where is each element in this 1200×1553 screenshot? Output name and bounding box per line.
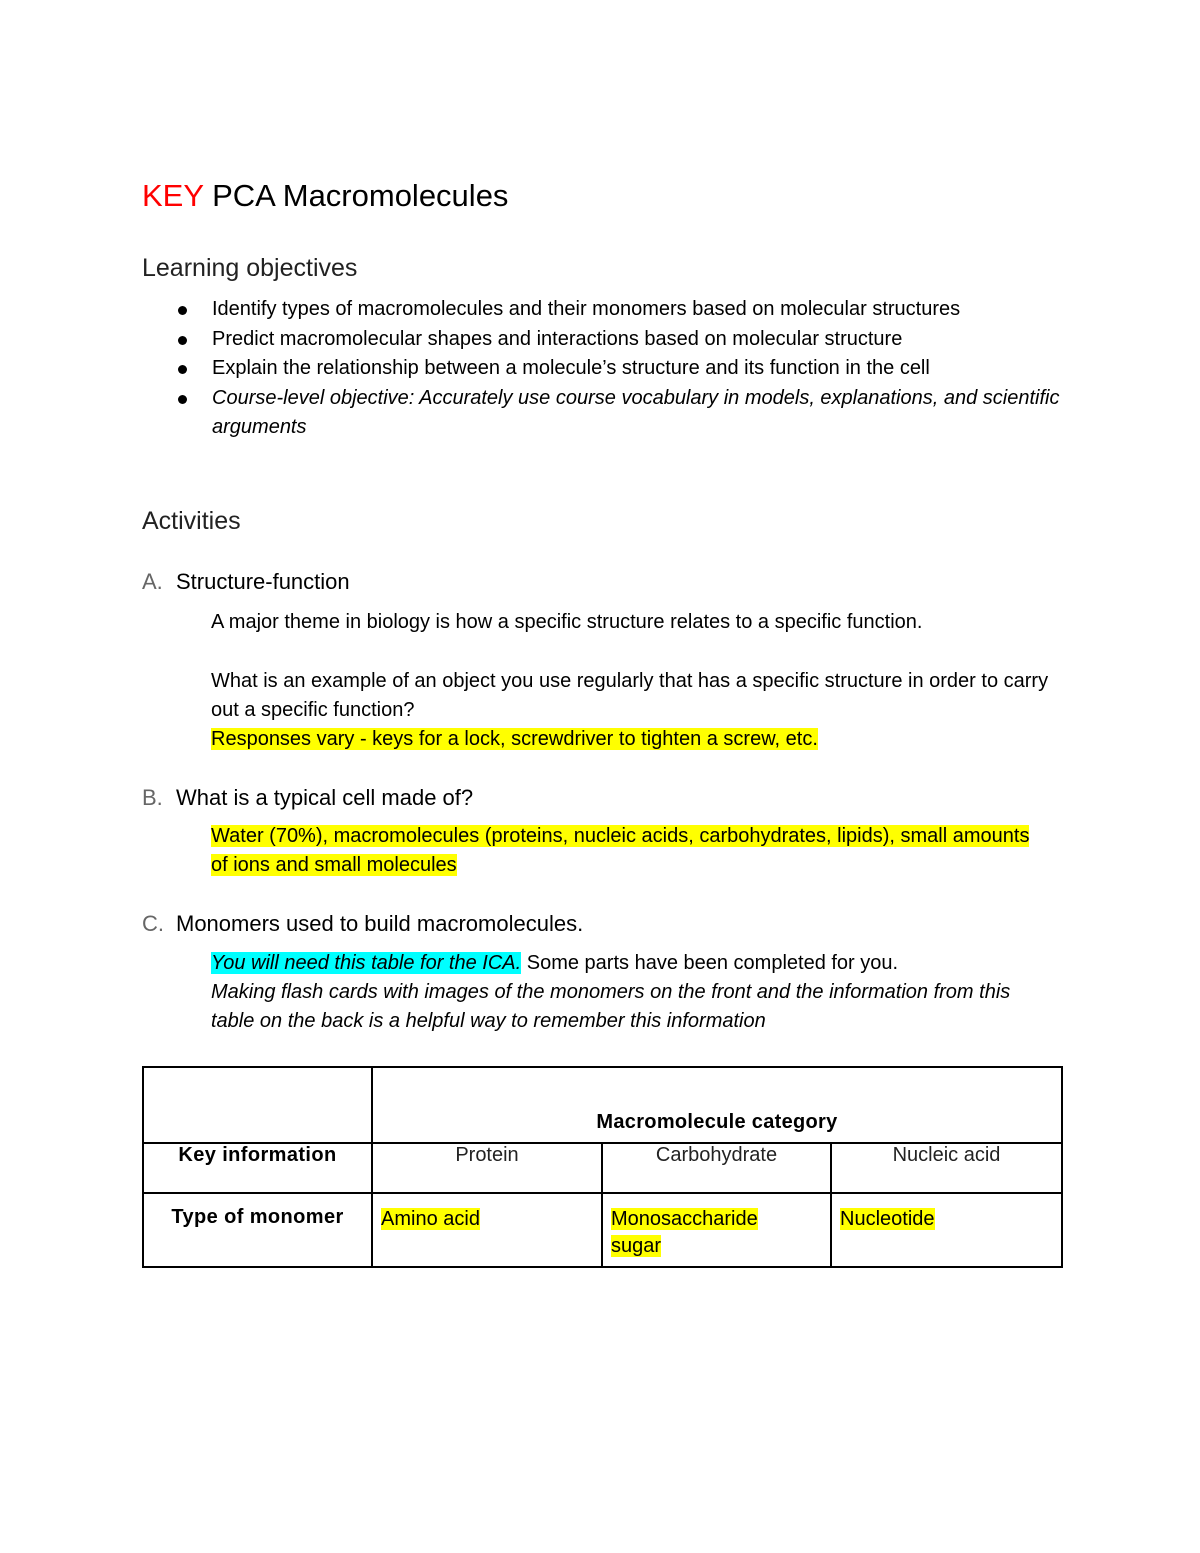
- monomer-table: [142, 1066, 1063, 1268]
- section-b-paragraph: [211, 822, 1051, 880]
- section-c-highlight: You will need this table for the ICA.: [211, 952, 522, 974]
- section-title: Structure-function: [176, 569, 350, 594]
- section-b-heading: [142, 783, 473, 813]
- section-c-heading: [142, 909, 583, 939]
- column-header-nucleic-acid: Nucleic acid: [831, 1143, 1062, 1193]
- cell-nucleic-acid-monomer: [831, 1193, 1062, 1267]
- section-letter: C.: [142, 911, 164, 936]
- section-a-paragraph-1: A major theme in biology is how a specific structure relates to a specific function.: [211, 611, 923, 633]
- key-information-header: Key information: [143, 1143, 372, 1193]
- list-item: Explain the relationship between a molecule’s structure and its function in the cell: [142, 354, 1062, 384]
- row-header-type-of-monomer: Type of monomer: [143, 1193, 372, 1267]
- bullet-icon: [178, 306, 187, 315]
- section-a-question: What is an example of an object you use regularly that has a specific structure in order to carry out a specific function?: [211, 670, 1049, 721]
- empty-corner-cell: [143, 1067, 372, 1143]
- section-a-heading: [142, 567, 350, 597]
- activities-heading: Activities: [142, 507, 241, 535]
- cell-protein-monomer: [372, 1193, 602, 1267]
- column-header-protein: Protein: [372, 1143, 602, 1193]
- cell-carbohydrate-monomer: [602, 1193, 831, 1267]
- section-c-paragraph: [211, 949, 1051, 1036]
- title-key-label: KEY: [142, 178, 204, 213]
- objectives-list: [142, 295, 1062, 443]
- column-header-carbohydrate: Carbohydrate: [602, 1143, 831, 1193]
- bullet-icon: [178, 395, 187, 404]
- list-item: Predict macromolecular shapes and interactions based on molecular structure: [142, 325, 1062, 355]
- section-title: What is a typical cell made of?: [176, 785, 474, 810]
- section-c-note: Some parts have been completed for you.: [521, 952, 899, 974]
- category-header-cell: [372, 1067, 1062, 1143]
- section-letter: A.: [142, 569, 163, 594]
- title-text: PCA Macromolecules: [203, 178, 509, 213]
- category-header: Macromolecule category: [596, 1111, 838, 1133]
- highlighted-answer: Amino acid: [381, 1208, 480, 1230]
- table-row: [143, 1067, 1062, 1143]
- table-row: [143, 1193, 1062, 1267]
- list-item: Course-level objective: Accurately use course vocabulary in models, explanations, and scientific arguments: [142, 384, 1062, 443]
- list-item: Identify types of macromolecules and their monomers based on molecular structures: [142, 295, 1062, 325]
- bullet-icon: [178, 336, 187, 345]
- section-title: Monomers used to build macromolecules.: [176, 911, 584, 936]
- highlighted-answer: Nucleotide: [840, 1208, 935, 1230]
- section-a-paragraph-2: [211, 667, 1051, 754]
- section-a-answer: Responses vary - keys for a lock, screwdriver to tighten a screw, etc.: [211, 728, 818, 750]
- section-b-answer: Water (70%), macromolecules (proteins, nucleic acids, carbohydrates, lipids), small amounts of ions and small molecules: [211, 825, 1030, 876]
- highlighted-answer: Monosaccharide sugar: [611, 1208, 758, 1257]
- bullet-icon: [178, 365, 187, 374]
- page-title: [142, 176, 508, 216]
- learning-objectives-heading: Learning objectives: [142, 254, 358, 282]
- section-c-italic-note: Making flash cards with images of the monomers on the front and the information from this table on the back is a helpful way to remember this information: [211, 981, 1011, 1032]
- section-letter: B.: [142, 785, 163, 810]
- table-row: [143, 1143, 1062, 1193]
